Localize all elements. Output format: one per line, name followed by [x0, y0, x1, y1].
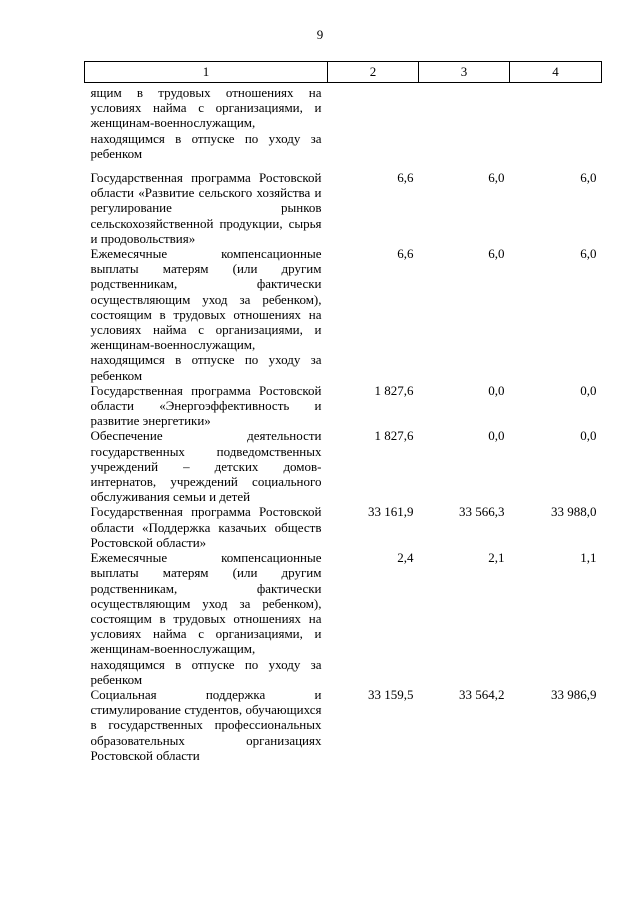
column-header-2: 2	[328, 62, 419, 83]
table-row	[85, 83, 602, 171]
row-value-2	[419, 83, 510, 171]
row-description: Ежемесячные компенсационные выплаты матерям (или другим родственникам, фактически осуществляющим уход за ребенком), состоящим в трудовых отношениях на условиях найма с организациями, и женщинам-военнослужащим, находящимся в отпуске по уходу за ребенком	[90, 550, 322, 687]
row-description: Государственная программа Ростовской области «Поддержка казачьих обществ Ростовской области»	[90, 504, 322, 550]
row-description: Государственная программа Ростовской области «Развитие сельского хозяйства и регулирование рынков сельскохозяйственной продукции, сырья и продовольствия»	[90, 170, 322, 246]
table-row	[85, 383, 602, 429]
row-value-1: 6,6	[397, 170, 414, 186]
row-value-3: 6,0	[580, 246, 597, 262]
table-header-row	[85, 62, 602, 83]
row-value-1	[328, 83, 419, 171]
table-row	[85, 428, 602, 504]
budget-table	[84, 61, 602, 763]
row-value-2: 6,0	[488, 246, 505, 262]
table-row	[85, 550, 602, 687]
column-header-3: 3	[419, 62, 510, 83]
row-value-3: 0,0	[580, 382, 597, 398]
row-value-2: 33 566,3	[459, 504, 505, 520]
row-description: Обеспечение деятельности государственных подведомственных учреждений – детских домов-интернатов, учреждений социального обслуживания семьи и детей	[90, 428, 322, 505]
row-value-3	[510, 83, 602, 171]
row-value-2: 0,0	[488, 382, 505, 398]
table-row	[85, 504, 602, 550]
row-value-3: 33 986,9	[551, 686, 597, 702]
row-description: ящим в трудовых отношениях на условиях найма с организациями, и женщинам-военнослужащим, находящимся в отпуске по уходу за ребенком	[90, 85, 322, 161]
row-value-3: 6,0	[580, 170, 597, 186]
row-value-1: 2,4	[397, 550, 414, 566]
row-value-3: 33 988,0	[551, 504, 597, 520]
table-row	[85, 687, 602, 763]
row-value-1: 33 159,5	[368, 686, 414, 702]
row-description: Государственная программа Ростовской области «Энергоэффективность и развитие энергетики»	[90, 382, 322, 429]
row-value-1: 1 827,6	[374, 428, 414, 444]
row-value-1: 1 827,6	[374, 382, 414, 398]
row-value-2: 6,0	[488, 170, 505, 186]
page-number: 9	[316, 27, 324, 42]
table-row	[85, 170, 602, 246]
row-value-1: 6,6	[397, 246, 414, 262]
row-value-1: 33 161,9	[368, 504, 414, 520]
row-value-2: 33 564,2	[459, 686, 505, 702]
column-header-4: 4	[510, 62, 602, 83]
row-description: Ежемесячные компенсационные выплаты матерям (или другим родственникам, фактически осуществляющим уход за ребенком), состоящим в трудовых отношениях на условиях найма с организациями, и женщинам-военнослужащим, находящимся в отпуске по уходу за ребенком	[90, 246, 322, 383]
column-header-1: 1	[85, 62, 328, 83]
row-description: Социальная поддержка и стимулирование студентов, обучающихся в государственных профессиональных образовательных организациях Ростовской области	[90, 686, 322, 763]
budget-table-container	[84, 61, 601, 763]
row-value-2: 0,0	[488, 428, 505, 444]
row-value-2: 2,1	[488, 550, 505, 566]
row-value-3: 1,1	[580, 550, 597, 566]
table-row	[85, 246, 602, 383]
row-value-3: 0,0	[580, 428, 597, 444]
